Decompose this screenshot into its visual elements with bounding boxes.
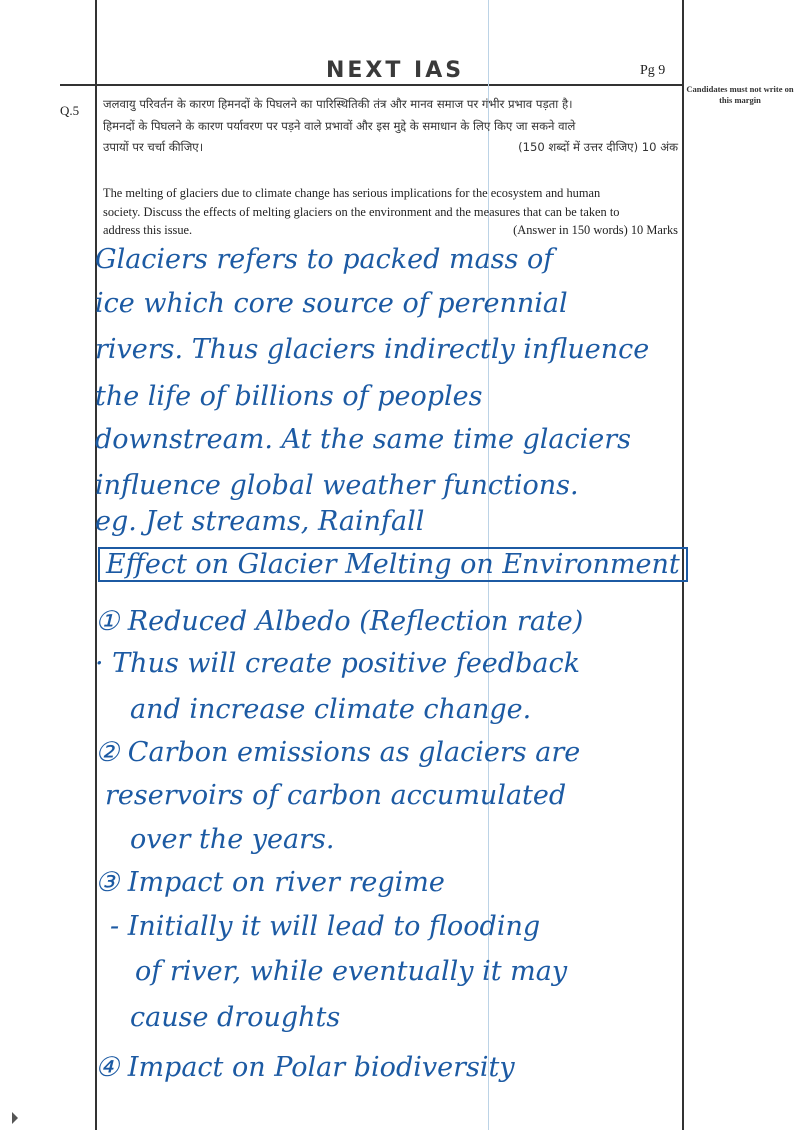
english-line bbox=[103, 221, 678, 240]
header-rule bbox=[60, 84, 683, 86]
answer-line: over the years. bbox=[130, 824, 335, 855]
answer-line: rivers. Thus glaciers indirectly influence bbox=[95, 334, 650, 365]
answer-line: of river, while eventually it may bbox=[135, 956, 568, 987]
answer-line: reservoirs of carbon accumulated bbox=[105, 780, 567, 811]
english-line: The melting of glaciers due to climate change has serious implications for the ecosystem and human bbox=[103, 186, 601, 200]
english-line: society. Discuss the effects of melting glaciers on the environment and the measures that can be taken to bbox=[103, 204, 620, 219]
boxed-heading: Effect on Glacier Melting on Environment bbox=[98, 547, 688, 582]
english-line-text: address this issue. bbox=[103, 223, 193, 237]
question-hindi bbox=[103, 94, 678, 159]
answer-line: downstream. At the same time glaciers bbox=[95, 424, 632, 455]
hindi-line bbox=[103, 137, 678, 159]
margin-instruction: Candidates must not write on this margin bbox=[686, 84, 794, 105]
hindi-line: जलवायु परिवर्तन के कारण हिमनदों के पिघलने का पारिस्थितिकी तंत्र और मानव समाज पर गंभीर प्रभाव पड़ता है। bbox=[103, 97, 573, 111]
answer-line: ② Carbon emissions as glaciers are bbox=[95, 737, 581, 768]
answer-line: cause droughts bbox=[130, 1002, 341, 1033]
english-marks: (Answer in 150 words) 10 Marks bbox=[513, 223, 678, 237]
answer-line: the life of billions of peoples bbox=[95, 381, 483, 412]
answer-line: ice which core source of perennial bbox=[95, 288, 568, 319]
page-number: Pg 9 bbox=[640, 63, 666, 78]
brand-logo: NEXT IAS bbox=[325, 58, 465, 83]
corner-arrow-icon bbox=[12, 1112, 18, 1124]
answer-line: · Thus will create positive feedback bbox=[95, 648, 580, 679]
hindi-line: हिमनदों के पिघलने के कारण पर्यावरण पर पड़ने वाले प्रभावों और इस मुद्दे के समाधान के लिए किए जा सकने वाले bbox=[103, 118, 576, 133]
answer-line: and increase climate change. bbox=[130, 694, 532, 725]
hindi-line-text: उपायों पर चर्चा कीजिए। bbox=[103, 140, 204, 154]
answer-line: ③ Impact on river regime bbox=[95, 867, 445, 898]
answer-line: Glaciers refers to packed mass of bbox=[95, 244, 554, 275]
answer-line: eg. Jet streams, Rainfall bbox=[95, 506, 425, 537]
answer-line: influence global weather functions. bbox=[95, 470, 579, 501]
answer-line: - Initially it will lead to flooding bbox=[110, 911, 541, 942]
answer-line: ④ Impact on Polar biodiversity bbox=[95, 1052, 515, 1083]
left-margin-line bbox=[95, 0, 97, 1130]
question-english bbox=[103, 184, 678, 240]
question-number: Q.5 bbox=[60, 103, 80, 118]
answer-heading bbox=[98, 545, 688, 585]
hindi-marks: (150 शब्दों में उत्तर दीजिए) 10 अंक bbox=[518, 140, 678, 154]
answer-line: ① Reduced Albedo (Reflection rate) bbox=[95, 606, 584, 637]
